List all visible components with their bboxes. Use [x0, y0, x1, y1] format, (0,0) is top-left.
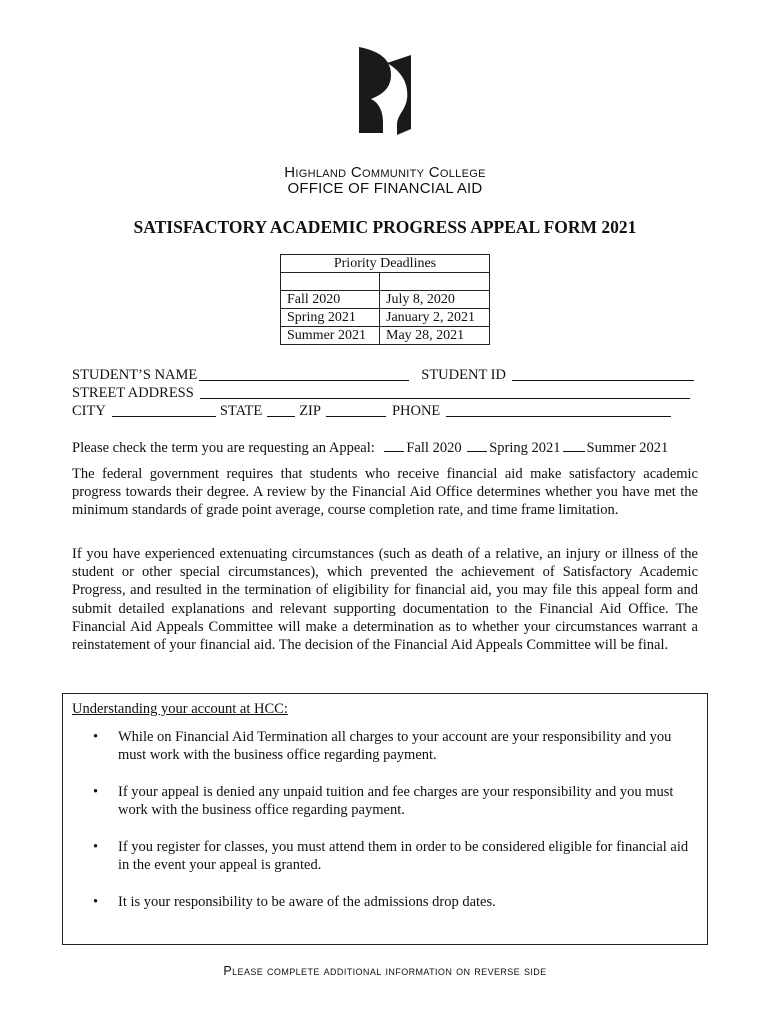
deadline-term: Spring 2021 — [281, 309, 380, 327]
deadline-term: Fall 2020 — [281, 291, 380, 309]
zip-field[interactable] — [326, 402, 386, 417]
account-bullet-list — [73, 728, 701, 930]
summer-checkbox-line[interactable] — [563, 437, 585, 452]
city-label: CITY — [72, 403, 106, 419]
phone-field[interactable] — [446, 402, 671, 417]
street-address-label: STREET ADDRESS — [72, 385, 194, 401]
table-row — [281, 327, 490, 345]
bullet-icon: • — [93, 894, 99, 910]
street-address-field[interactable] — [200, 384, 690, 399]
bullet-icon: • — [93, 729, 99, 745]
appeal-term-row — [72, 437, 698, 457]
student-name-field[interactable] — [199, 366, 409, 381]
office-name: OFFICE OF FINANCIAL AID — [287, 180, 483, 197]
student-name-label: STUDENT’S NAME — [72, 367, 198, 383]
appeal-option-spring: Spring 2021 — [489, 440, 561, 456]
state-label: STATE — [219, 403, 263, 419]
bullet-text: If your appeal is denied any unpaid tuition and fee charges are your responsibility and you must work with the business office regarding payment. — [118, 784, 674, 818]
deadline-date: July 8, 2020 — [380, 291, 490, 309]
deadline-date: January 2, 2021 — [380, 309, 490, 327]
student-info-fields — [72, 366, 698, 420]
city-field[interactable] — [112, 402, 216, 417]
list-item — [73, 783, 701, 819]
deadlines-heading: Priority Deadlines — [281, 255, 490, 273]
table-cell — [380, 273, 490, 291]
list-item — [73, 838, 701, 874]
appeal-term-prompt: Please check the term you are requesting an Appeal: — [72, 440, 375, 456]
list-item — [73, 893, 701, 911]
bullet-icon: • — [93, 839, 99, 855]
student-id-label: STUDENT ID — [421, 367, 506, 383]
table-cell — [281, 273, 380, 291]
footer-note: Please complete additional information on reverse side — [223, 964, 547, 978]
phone-label: PHONE — [391, 403, 441, 419]
spring-checkbox-line[interactable] — [467, 437, 487, 452]
appeal-option-summer: Summer 2021 — [586, 440, 669, 456]
zip-label: ZIP — [299, 403, 321, 419]
student-id-field[interactable] — [512, 366, 694, 381]
bullet-text: While on Financial Aid Termination all charges to your account are your responsibility and you must work with the business office regarding payment. — [118, 729, 672, 763]
paragraph-requirements: The federal government requires that students who receive financial aid make satisfactory academic progress towards their degree. A review by the Financial Aid Office determines whether you have met the minimum standards of grade point average, course completion rate, and time frame limitation. — [72, 466, 698, 519]
list-item — [73, 728, 701, 764]
college-logo — [357, 45, 413, 137]
fall-checkbox-line[interactable] — [384, 437, 404, 452]
table-row — [281, 309, 490, 327]
account-info-box — [62, 693, 708, 945]
college-name: Highland Community College — [284, 164, 486, 181]
account-box-title: Understanding your account at HCC: — [72, 701, 288, 717]
form-title: SATISFACTORY ACADEMIC PROGRESS APPEAL FORM 2021 — [133, 217, 637, 237]
state-field[interactable] — [267, 402, 295, 417]
bullet-text: If you register for classes, you must attend them in order to be considered eligible for financial aid in the event your appeal is granted. — [118, 839, 689, 873]
bullet-text: It is your responsibility to be aware of the admissions drop dates. — [118, 894, 496, 910]
deadline-date: May 28, 2021 — [380, 327, 490, 345]
bullet-icon: • — [93, 784, 99, 800]
table-row — [281, 291, 490, 309]
paragraph-appeal-instructions: If you have experienced extenuating circumstances (such as death of a relative, an injury or illness of the student or other special circumstances), which prevented the achievement of Satisfactory Academic Progress, and resulted in the termination of eligibility for financial aid, you may file this appeal form and submit detailed explanations and relevant supporting documentation to the Financial Aid Office. The Financial Aid Appeals Committee will make a determination as to whether your circumstances warrant a reinstatement of your financial aid. The decision of the Financial Aid Appeals Committee will be final. — [72, 546, 698, 654]
appeal-option-fall: Fall 2020 — [406, 440, 462, 456]
priority-deadlines-table — [280, 254, 490, 345]
deadline-term: Summer 2021 — [281, 327, 380, 345]
